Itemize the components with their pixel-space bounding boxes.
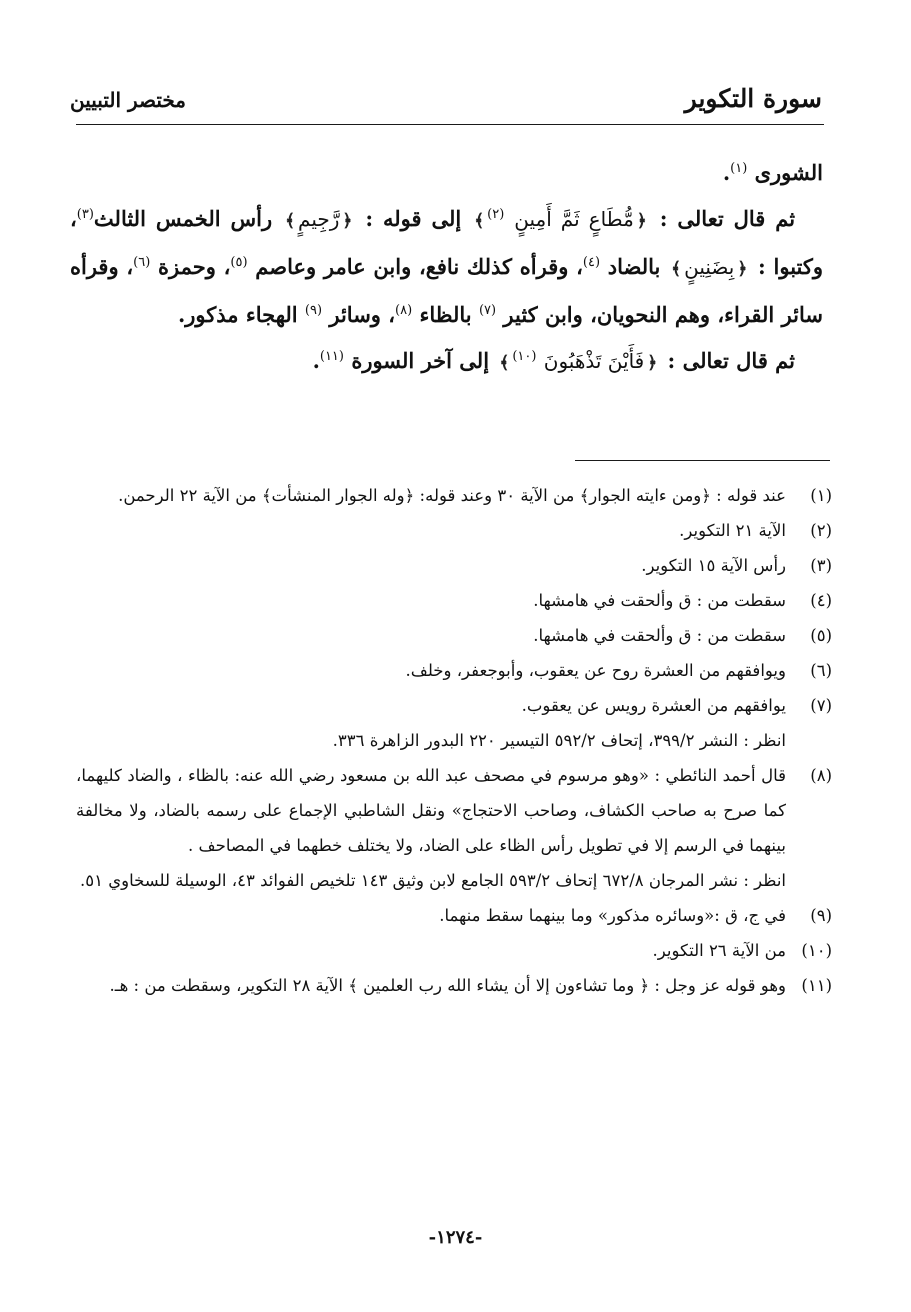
footnote-number: (١) [810,486,832,505]
footnote-number: (٩) [810,906,832,925]
footnote-text: يوافقهم من العشرة رويس عن يعقوب. [521,696,786,715]
footnote-number: (٧) [810,696,832,715]
footnote-number: (٨) [810,766,832,785]
footnote-number: (٢) [810,521,832,540]
footnote-item [76,478,832,513]
running-header [70,78,822,124]
quran-bracket-open: ﴿ [342,211,353,231]
footnote-text: ويوافقهم من العشرة روح عن يعقوب، وأبوجعفر، وخلف. [405,661,786,680]
footnote-item [76,548,832,583]
quran-verse: بِضَنِينٍ [684,255,735,279]
quran-bracket-open: ﴿ [737,259,748,279]
quran-verse: رَّجِيمٍ [298,207,340,231]
page-number: -١٢٧٤- [428,1227,483,1248]
footnote-number: (٥) [810,626,832,645]
footnote-reference-list: انظر : النشر ٣٩٩/٢، إتحاف ٥٩٢/٢ التيسير ٢٢٠ البدور الزاهرة ٣٣٦. [332,731,786,750]
footnote-ref: (١١) [319,349,344,364]
footnote-ref: (٢) [487,207,505,222]
footnote-ref: (١٠) [512,349,537,364]
footnote-item [76,583,832,618]
footnote-text: عند قوله : ﴿ومن ءايته الجوار﴾ من الآية ٣٠ وعند قوله: ﴿وله الجوار المنشأت﴾ من الآية ٢٢ الرحمن. [118,486,786,505]
footnote-reference-list: انظر : نشر المرجان ٦٧٢/٨ إتحاف ٥٩٣/٢ الجامع لابن وثيق ١٤٣ تلخيص الفوائد ٤٣، الوسيلة للسخاوي ٥١. [80,871,786,890]
main-text [70,150,823,386]
footnote-ref: (٩) [304,303,323,318]
footnote-ref: (٦) [133,255,151,270]
footnote-item [76,653,832,688]
footnote-item [76,968,832,1003]
footnote-number: (١٠) [801,941,832,960]
footnote-item [76,618,832,653]
surah-title: سورة التكوير [684,84,822,113]
footnote-ref: (٧) [478,303,497,318]
quran-bracket-close: ﴾ [285,211,296,231]
footnote-text: سقطت من : ق وألحقت في هامشها. [533,591,786,610]
paragraph-continuation: الشورى $^{(١)}$. [722,160,823,185]
footnote-text: الآية ٢١ التكوير. [679,521,786,540]
footnote-text: وهو قوله عز وجل : ﴿ وما تشاءون إلا أن يشاء الله رب العلمين ﴾ الآية ٢٨ التكوير، وسقطت من : هـ. [109,976,786,995]
header-rule [76,124,824,125]
footnote-text: في ج، ق :«وسائره مذكور» وما بينهما سقط منهما. [439,906,786,925]
footnote-text: من الآية ٢٦ التكوير. [652,941,786,960]
paragraph-1: ثم قال تعالى : ﴿مُّطَاعٍ ثَمَّ أَمِينٍ $^{(٢)}$﴾ إلى قوله : ﴿رَّجِيمٍ﴾ رأس الخمس الثالث$^{(٣)}$، وكتبوا : ﴿بِضَنِينٍ﴾ بالضاد $^{(٤)}$، وقرأه كذلك نافع، وابن عامر وعاصم $^{(٥)}$، وحمزة $^{(٦)}$، وقرأه سائر القراء، وهم النحويان، وابن كثير $^{(٧)}$ بالظاء $^{(٨)}$، وسائر $^{(٩)}$ الهجاء مذكور. [70,206,824,327]
footnote-number: (٣) [810,556,832,575]
footnote-number: (٤) [810,591,832,610]
footnote-ref: (٥) [230,255,248,270]
quran-verse: مُّطَاعٍ ثَمَّ أَمِينٍ [514,207,634,231]
quran-bracket-close: ﴾ [474,211,485,231]
footnote-ref: (٨) [395,303,413,318]
footnote-item [76,898,832,933]
book-title: مختصر التبيين [70,88,187,112]
footnote-text: رأس الآية ١٥ التكوير. [641,556,786,575]
quran-bracket-open: ﴿ [647,353,658,373]
footnote-number: (١١) [801,976,832,995]
footnote-number: (٦) [810,661,832,680]
footnote-item [76,758,832,863]
footnote-text: قال أحمد النائطي : «وهو مرسوم في مصحف عبد الله بن مسعود رضي الله عنه: بالظاء ، والضاد كليهما، كما صرح به صاحب الكشاف، وصاحب الاحتجاج» ونقل الشاطبي الإجماع على رسمه بالضاد، ولا مخالفة بينهما في الرسم إلا في تطويل رأس الظاء على الضاد، ولا يختلف خطهما في المصاحف . [76,766,786,855]
quran-bracket-close: ﴾ [499,353,510,373]
quran-verse: فَأَيْنَ تَذْهَبُونَ [543,349,645,373]
footnote-separator [575,460,830,461]
paragraph-2: ثم قال تعالى : ﴿فَأَيْنَ تَذْهَبُونَ $^{(١٠)}$﴾ إلى آخر السورة $^{(١١)}$. [312,348,795,373]
footnote-ref: (٤) [582,255,601,270]
footnote-ref: (٣) [76,207,94,222]
footnote-text: سقطت من : ق وألحقت في هامشها. [533,626,786,645]
footnote-item [76,933,832,968]
quran-bracket-open: ﴿ [636,211,647,231]
footnote-item [76,688,832,723]
footnote-item [76,513,832,548]
quran-bracket-close: ﴾ [671,259,682,279]
footnotes [76,478,832,1003]
footnote-ref: (١) [730,161,748,176]
